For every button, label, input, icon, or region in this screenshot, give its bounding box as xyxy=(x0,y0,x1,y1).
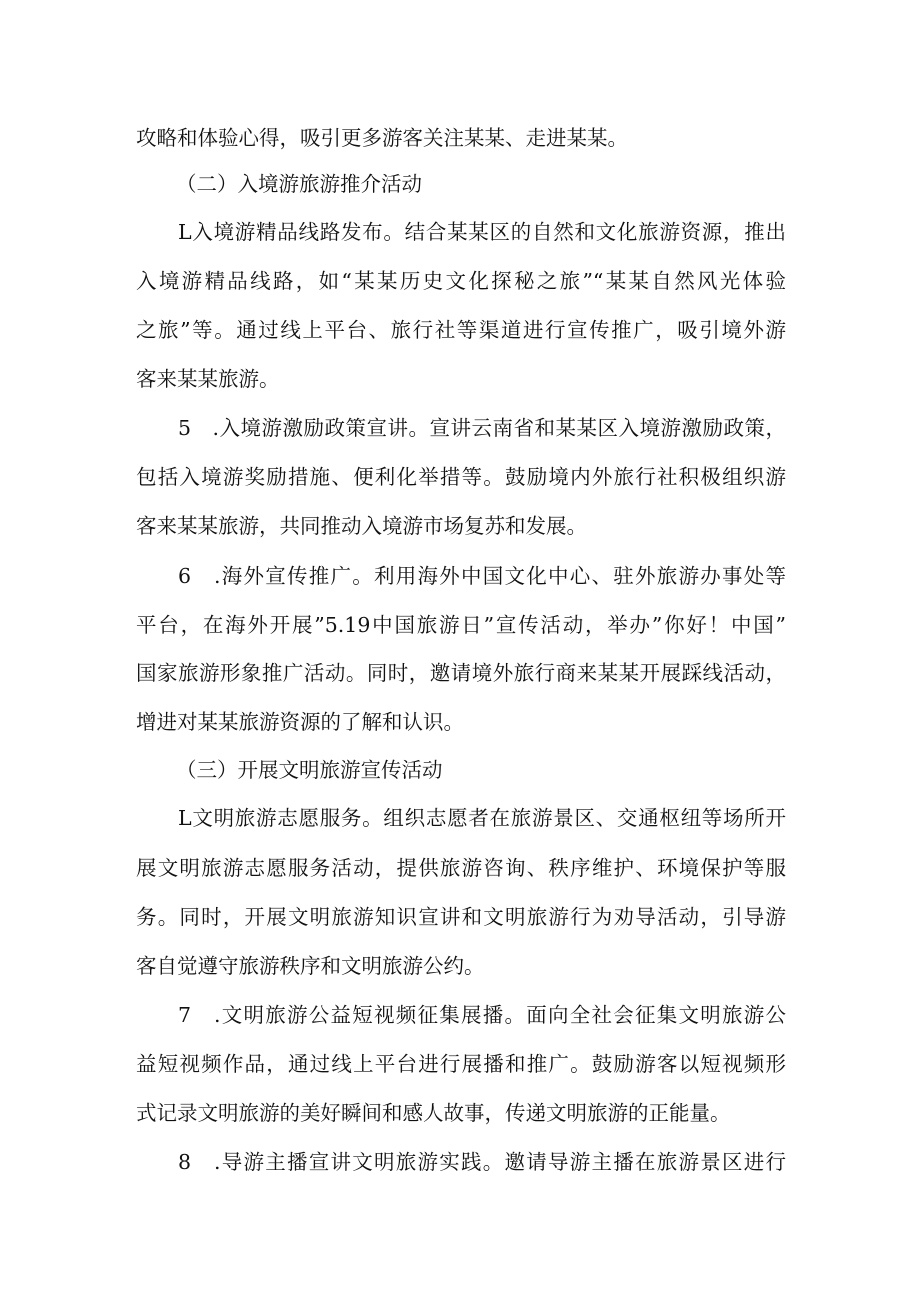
paragraph-line: 客自觉遵守旅游秩序和文明旅游公约。 xyxy=(136,954,485,978)
paragraph-line: 7 .文明旅游公益短视频征集展播。面向全社会征集文明旅游公 xyxy=(178,1003,786,1027)
paragraph-line: 客来某某旅游，共同推动入境游市场复苏和发展。 xyxy=(136,514,587,538)
section-heading: （二）入境游旅游推介活动 xyxy=(176,172,422,196)
paragraph-line: 8 .导游主播宣讲文明旅游实践。邀请导游主播在旅游景区进行 xyxy=(178,1150,786,1174)
paragraph-line: 国家旅游形象推广活动。同时，邀请境外旅行商来某某开展踩线活动， xyxy=(136,661,786,685)
paragraph-line: 展文明旅游志愿服务活动，提供旅游咨询、秩序维护、环境保护等服 xyxy=(136,856,786,880)
paragraph-line: 平台，在海外开展”5.19中国旅游日”宣传活动，举办”你好！中国” xyxy=(136,613,786,637)
paragraph-line: 6 .海外宣传推广。利用海外中国文化中心、驻外旅游办事处等 xyxy=(178,564,786,588)
paragraph-line: 之旅”等。通过线上平台、旅行社等渠道进行宣传推广，吸引境外游 xyxy=(136,318,786,342)
paragraph-line: 益短视频作品，通过线上平台进行展播和推广。鼓励游客以短视频形 xyxy=(136,1052,786,1076)
paragraph-line: 式记录文明旅游的美好瞬间和感人故事，传递文明旅游的正能量。 xyxy=(136,1101,731,1125)
paragraph-line: L文明旅游志愿服务。组织志愿者在旅游景区、交通枢纽等场所开 xyxy=(178,806,786,830)
paragraph-line: 5 .入境游激励政策宣讲。宣讲云南省和某某区入境游激励政策， xyxy=(178,416,786,440)
paragraph-line: 入境游精品线路，如“某某历史文化探秘之旅”“某某自然风光体验 xyxy=(136,269,786,293)
paragraph-line: 客来某某旅游。 xyxy=(136,367,280,391)
paragraph-line: 务。同时，开展文明旅游知识宣讲和文明旅游行为劝导活动，引导游 xyxy=(136,905,786,929)
paragraph-line: L入境游精品线路发布。结合某某区的自然和文化旅游资源，推出 xyxy=(178,220,786,244)
continuation-line: 攻略和体验心得，吸引更多游客关注某某、走进某某。 xyxy=(136,126,628,150)
paragraph-line: 增进对某某旅游资源的了解和认识。 xyxy=(136,710,464,734)
section-heading: （三）开展文明旅游宣传活动 xyxy=(176,758,443,782)
paragraph-line: 包括入境游奖励措施、便利化举措等。鼓励境内外旅行社积极组织游 xyxy=(136,465,786,489)
